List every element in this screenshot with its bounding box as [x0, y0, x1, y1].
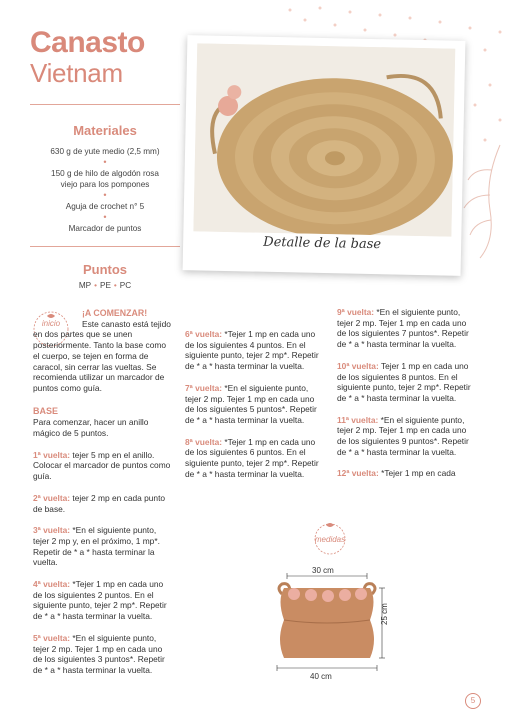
photo-caption: Detalle de la base [263, 234, 382, 253]
inicio-badge-label: inicio [41, 319, 61, 328]
puntos-list: MP • PE • PC [78, 281, 132, 290]
materiales-item: Marcador de puntos [68, 224, 142, 233]
materiales-list [30, 146, 180, 234]
puntos-heading: Puntos [82, 262, 128, 277]
photo-frame [183, 35, 466, 276]
top-width-label: 30 cm [312, 566, 334, 575]
round-paragraph: 11ª vuelta: *En el siguiente punto, tejer 2 mp. Tejer 1 mp en cada uno de los siguientes 9 puntos*. Repetir de * a * hasta terminar la vuelta. [337, 414, 469, 457]
height-label: 25 cm [380, 603, 389, 625]
materiales-heading: Materiales [73, 123, 137, 138]
bottom-width-label: 40 cm [310, 672, 332, 681]
instructions-column-2 [185, 329, 325, 490]
materiales-item: Aguja de crochet n° 5 [65, 202, 145, 211]
round-paragraph: 12ª vuelta: *Tejer 1 mp en cada [337, 468, 456, 479]
round-paragraph: 1ª vuelta: tejer 5 mp en el anillo. Colocar el marcador de puntos como guía. [33, 449, 171, 482]
base-text: Para comenzar, hacer un anillo mágico de 5 puntos. [33, 417, 149, 439]
materiales-item: 150 g de hilo de algodón rosa viejo para los pompones [51, 169, 159, 189]
bullet-dot: • [103, 212, 107, 222]
round-paragraph: 3ª vuelta: *En el siguiente punto, tejer 2 mp y, en el próximo, 1 mp*. Repetir de * a * hasta terminar la vuelta. [33, 525, 160, 568]
bullet-dot: • [103, 190, 107, 200]
round-paragraph: 7ª vuelta: *En el siguiente punto, tejer 2 mp. Tejer 1 mp en cada uno de los siguientes 5 puntos*. Repetir de * a * hasta terminar la vuelta. [185, 382, 317, 425]
bullet-dot: • [103, 157, 107, 167]
base-heading: BASE [33, 405, 59, 416]
page-title: Canasto [30, 26, 145, 59]
instructions-column-1 [33, 308, 173, 687]
round-paragraph: 6ª vuelta: *Tejer 1 mp en cada uno de los siguientes 4 puntos. En el siguiente punto, tejer 2 mp*. Repetir de * a * hasta terminar la vuelta. [185, 329, 319, 372]
round-paragraph: 4ª vuelta: *Tejer 1 mp en cada uno de los siguientes 2 puntos. En el siguiente punto, tejer 2 mp*. Repetir de * a * hasta terminar la vuelta. [33, 579, 167, 622]
basket-base-photo [193, 43, 455, 236]
materiales-item: 630 g de yute medio (2,5 mm) [50, 147, 160, 156]
instructions-column-3 [337, 307, 477, 490]
round-paragraph: 9ª vuelta: *En el siguiente punto, tejer 2 mp. Tejer 1 mp en cada uno de los siguientes 7 puntos*. Repetir de * a * hasta terminar la vuelta. [337, 307, 469, 350]
title-divider [30, 104, 180, 105]
section-divider [30, 246, 180, 247]
puntos-item: MP [78, 281, 92, 290]
intro-text: Este canasto está tejido en dos partes que se unen posteriormente. Tanto la base como el cuerpo, se tejen en forma de caracol, sin cerrar las vueltas. Se recomienda utilizar un marcador de puntos como guía. [33, 318, 171, 393]
page-subtitle: Vietnam [30, 58, 123, 88]
puntos-item: PC [119, 281, 132, 290]
intro-heading: ¡A COMENZAR! [82, 308, 148, 318]
page-number: 5 [465, 693, 481, 709]
puntos-item: PE [99, 281, 111, 290]
round-paragraph: 5ª vuelta: *En el siguiente punto, tejer 2 mp. Tejer 1 mp en cada uno de los siguientes 3 puntos*. Repetir de * a * hasta terminar la vuelta. [33, 632, 165, 675]
intro-paragraph [33, 308, 173, 394]
round-paragraph: 10ª vuelta: Tejer 1 mp en cada uno de los siguientes 8 puntos. En el siguiente punto, tejer 2 mp*. Repetir de * a * hasta terminar la vuelta. [337, 360, 471, 403]
round-paragraph: 2ª vuelta: tejer 2 mp en cada punto de base. [33, 492, 166, 514]
round-paragraph: 8ª vuelta: *Tejer 1 mp en cada uno de los siguientes 6 puntos. En el siguiente punto, tejer 2 mp*. Repetir de * a * hasta terminar la vuelta. [185, 436, 319, 479]
medidas-badge-label: medidas [314, 535, 346, 544]
basket-diagram [272, 560, 402, 690]
